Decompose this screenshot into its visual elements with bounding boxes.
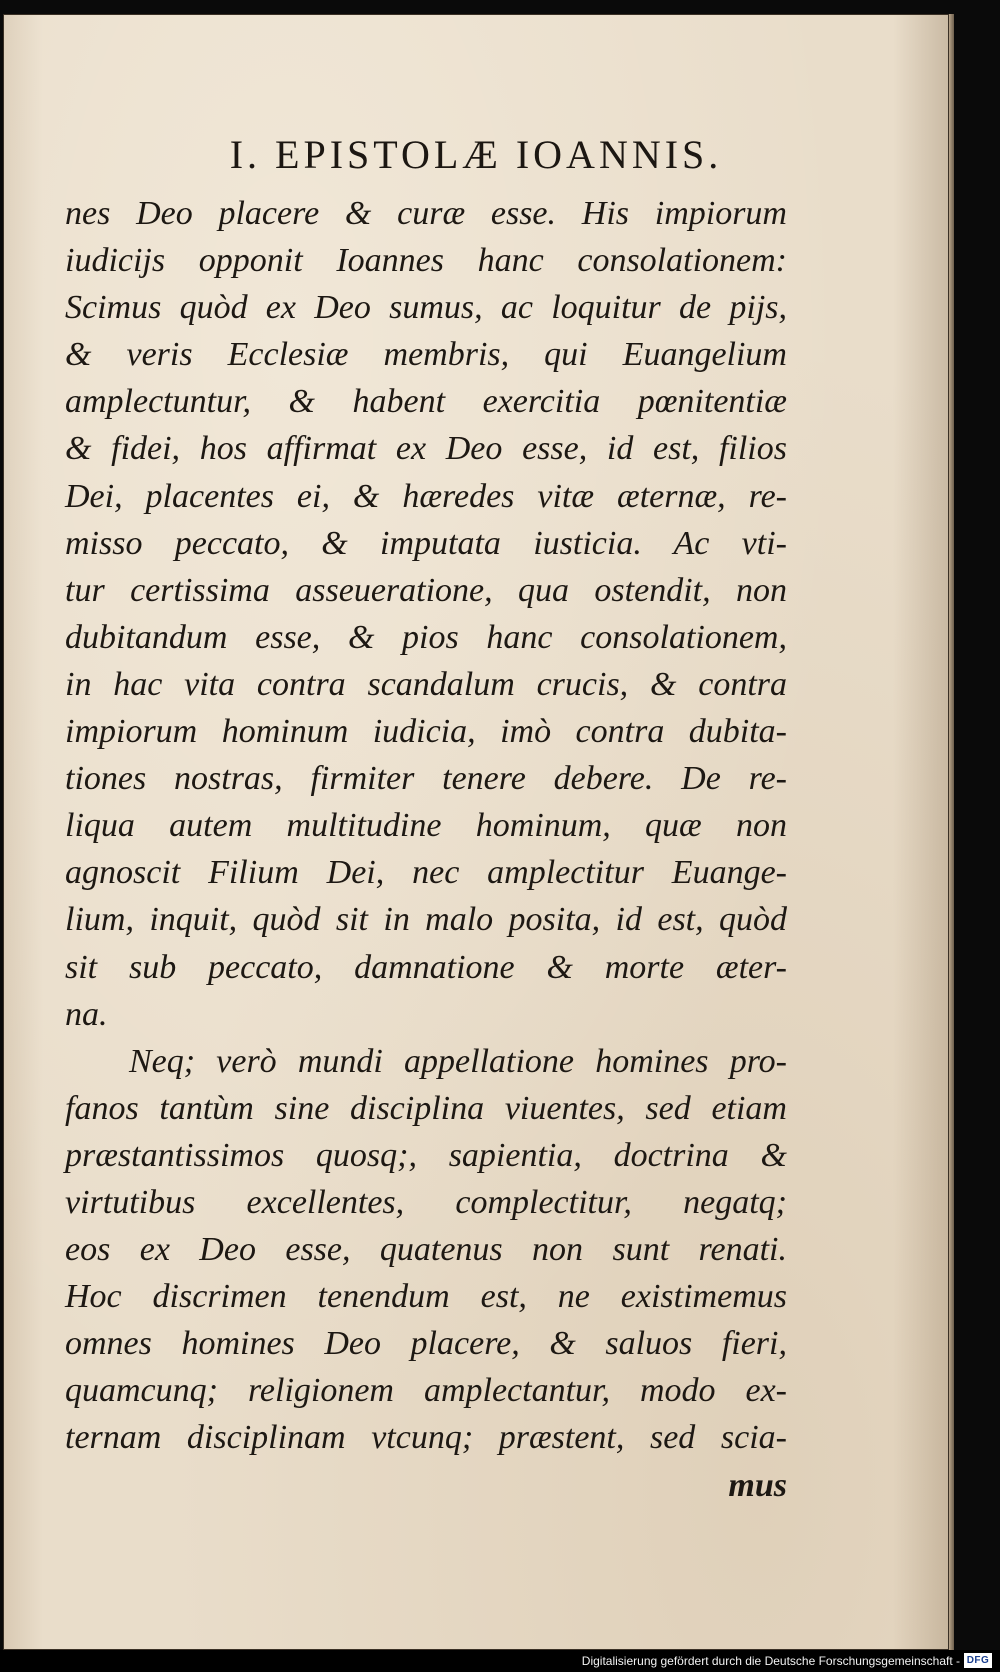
text-line: & veris Ecclesiæ membris, qui Euangelium bbox=[65, 336, 787, 374]
text-line: agnoscit Filium Dei, nec amplectitur Euange- bbox=[65, 854, 787, 892]
text-line: eos ex Deo esse, quatenus non sunt renati. bbox=[65, 1231, 787, 1269]
text-line: Dei, placentes ei, & hæredes vitæ æternæ, re- bbox=[65, 477, 787, 515]
text-line: quamcunq; religionem amplectantur, modo ex- bbox=[65, 1372, 787, 1410]
paragraph-start-line: Neq; verò mundi appellatione homines pro- bbox=[129, 1042, 787, 1080]
footer-credit: Digitalisierung gefördert durch die Deutsche Forschungsgemeinschaft - bbox=[581, 1654, 960, 1668]
book-page bbox=[3, 14, 949, 1650]
text-line: omnes homines Deo placere, & saluos fieri, bbox=[65, 1325, 787, 1363]
text-line: præstantissimos quosq;, sapientia, doctrina & bbox=[65, 1136, 787, 1174]
text-line: na. bbox=[65, 995, 108, 1033]
text-line: nes Deo placere & curæ esse. His impiorum bbox=[65, 195, 787, 232]
text-line: in hac vita contra scandalum crucis, & contra bbox=[65, 665, 787, 703]
text-line: Hoc discrimen tenendum est, ne existimemus bbox=[65, 1278, 787, 1316]
text-line: amplectuntur, & habent exercitia pœnitentiæ bbox=[65, 383, 787, 421]
text-line: liqua autem multitudine hominum, quæ non bbox=[65, 807, 787, 845]
body-text bbox=[65, 190, 787, 1509]
text-line: tur certissima asseueratione, qua ostendit, non bbox=[65, 571, 787, 609]
text-line: Scimus quòd ex Deo sumus, ac loquitur de pijs, bbox=[65, 289, 787, 327]
text-line: fanos tantùm sine disciplina viuentes, sed etiam bbox=[65, 1089, 787, 1127]
text-line: sit sub peccato, damnatione & morte æter- bbox=[65, 948, 787, 986]
dfg-logo-icon: DFG bbox=[964, 1653, 992, 1668]
catchword: mus bbox=[728, 1466, 787, 1504]
text-line: lium, inquit, quòd sit in malo posita, id est, quòd bbox=[65, 901, 787, 939]
text-line: iudicijs opponit Ioannes hanc consolationem: bbox=[65, 242, 787, 280]
running-head: I. EPISTOLÆ IOANNIS. bbox=[229, 132, 723, 177]
page-edge bbox=[949, 14, 954, 1650]
text-line: misso peccato, & imputata iusticia. Ac vti- bbox=[65, 524, 787, 562]
text-line: ternam disciplinam vtcunq; præstent, sed scia- bbox=[65, 1419, 787, 1457]
text-line: dubitandum esse, & pios hanc consolationem, bbox=[65, 618, 787, 656]
text-line: virtutibus excellentes, complectitur, negatq; bbox=[65, 1183, 787, 1221]
text-line: & fidei, hos affirmat ex Deo esse, id est, filios bbox=[65, 430, 787, 468]
text-line: tiones nostras, firmiter tenere debere. De re- bbox=[65, 760, 787, 798]
text-line: impiorum hominum iudicia, imò contra dubita- bbox=[65, 713, 787, 751]
